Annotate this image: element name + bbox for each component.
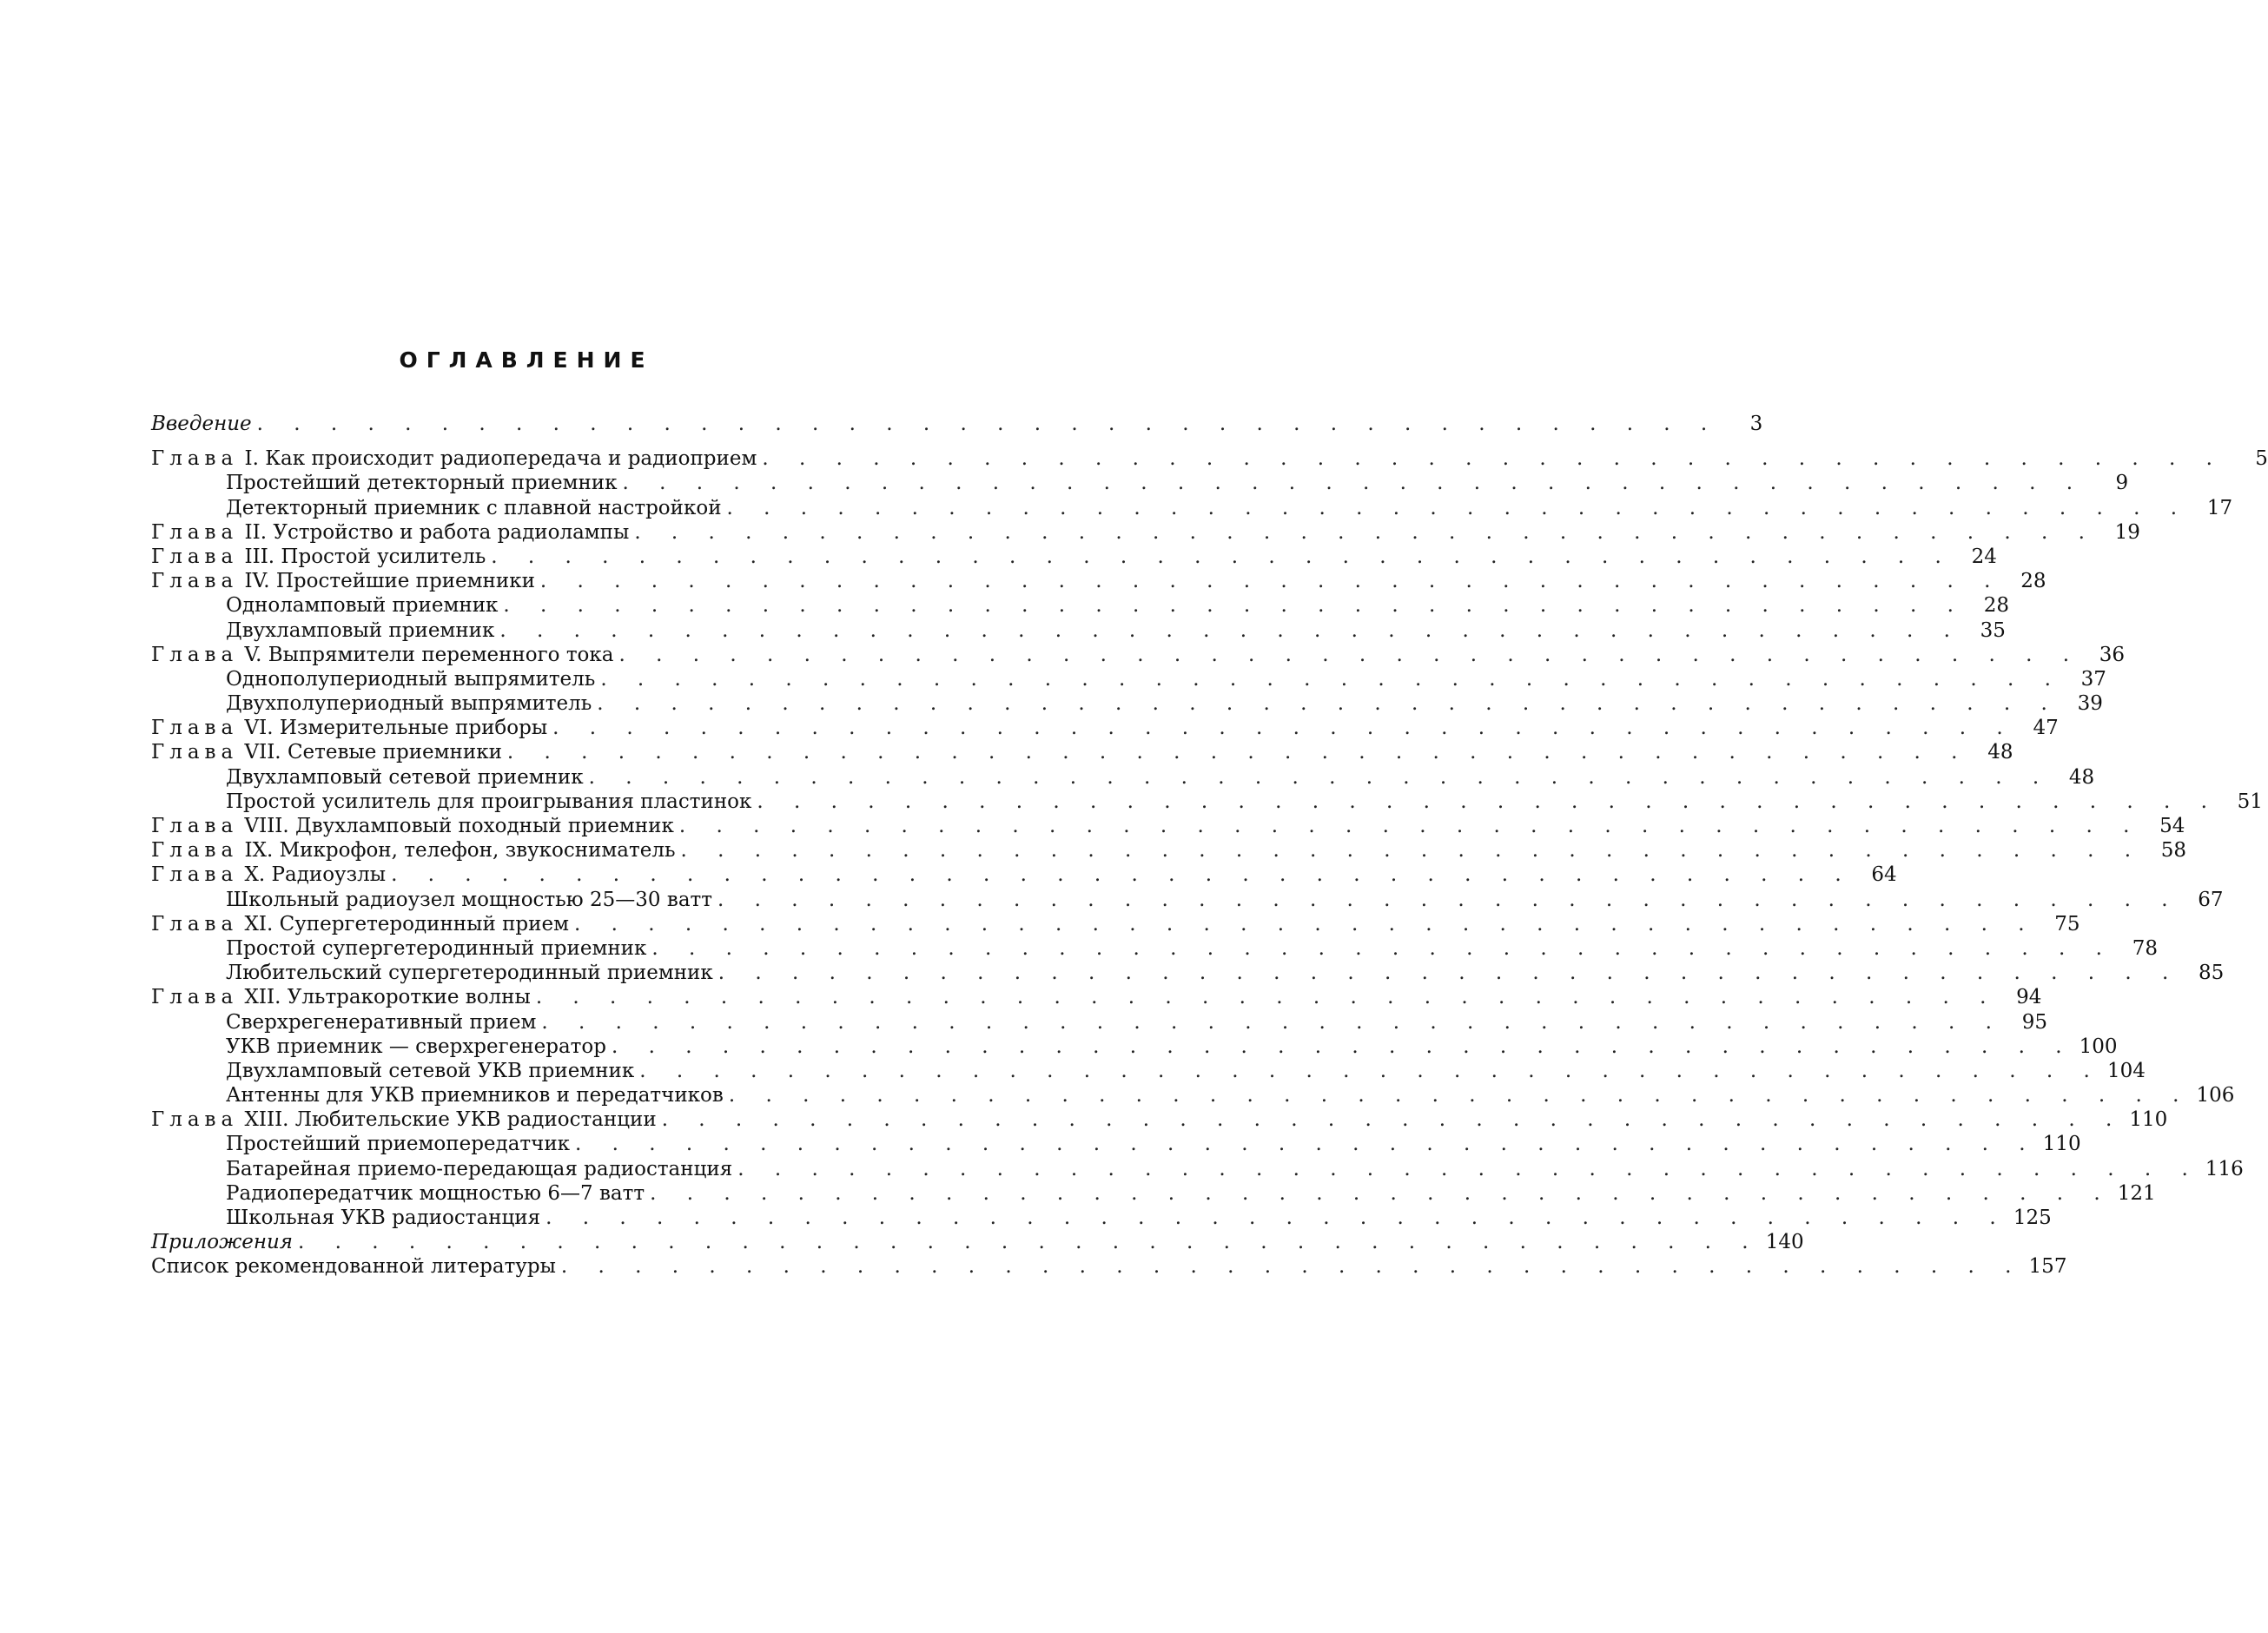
toc-entry-page: 48 <box>1987 741 2013 764</box>
toc-entry-page: 39 <box>2077 692 2103 716</box>
dot-leader <box>541 1010 2004 1035</box>
toc-entry-label <box>226 1010 536 1035</box>
toc-entry-title: Сверхрегенеративный прием <box>226 1010 537 1034</box>
dot-leader <box>391 863 1854 887</box>
toc-entry-label <box>151 814 674 838</box>
toc-entry-label <box>226 961 713 985</box>
toc-entry-page: 28 <box>2020 570 2046 593</box>
toc-entry <box>151 985 2042 1009</box>
toc-entry-page: 51 <box>2237 790 2263 813</box>
toc-entry-page: 116 <box>2205 1157 2244 1180</box>
toc-entry <box>151 545 1997 569</box>
dot-leader <box>503 593 1966 618</box>
toc-entry <box>151 1254 2067 1279</box>
dot-leader <box>757 790 2219 814</box>
chapter-number: VI. <box>244 717 274 740</box>
toc-entry <box>151 936 2158 961</box>
toc-entry-title: Однополупериодный выпрямитель <box>226 667 596 691</box>
chapter-number: II. <box>244 520 268 544</box>
toc-entry-title: Сетевые приемники <box>287 741 502 764</box>
chapter-word: Глава <box>151 912 239 936</box>
toc-entry-label <box>151 1254 556 1279</box>
toc-entry <box>151 1181 2156 1206</box>
toc-entry-title: Измерительные приборы <box>279 717 548 740</box>
chapter-number: XI. <box>244 912 274 936</box>
toc-entry-label <box>151 1107 657 1132</box>
toc-entry-title: Детекторный приемник с плавной настройкой <box>226 496 722 519</box>
toc-entry-title: Школьная УКВ радиостанция <box>226 1207 541 1229</box>
toc-entry-label <box>226 618 494 643</box>
dot-leader <box>491 545 1954 569</box>
toc-entry-page: 95 <box>2021 1010 2047 1034</box>
toc-entry-label <box>151 1230 293 1254</box>
toc-entry-label <box>226 691 592 716</box>
toc-entry-title: Супергетеродинный прием <box>279 912 569 936</box>
toc-entry-page: 3 <box>1749 413 1763 435</box>
toc-entry-label <box>151 716 547 740</box>
dot-leader <box>651 936 2114 961</box>
toc-entry-title: УКВ приемник — сверхрегенератор <box>226 1035 606 1058</box>
toc-entry <box>151 765 2095 790</box>
toc-entry-page: 75 <box>2054 912 2080 936</box>
toc-entry-page: 140 <box>1765 1231 1804 1254</box>
toc-entry-page: 19 <box>2114 520 2140 544</box>
chapter-number: IX. <box>244 839 274 863</box>
toc-entry <box>151 618 2006 643</box>
toc-entry-title: Двухполупериодный выпрямитель <box>226 692 592 716</box>
toc-entry-page: 157 <box>2028 1255 2067 1279</box>
toc-entry-label <box>151 912 569 936</box>
toc-entry-title: Простейшие приемники <box>275 570 535 593</box>
toc-entry-label <box>151 569 535 593</box>
toc-entry-page: 64 <box>1871 863 1897 887</box>
toc-entry-title: Радиопередатчик мощностью 6—7 ватт <box>226 1181 645 1205</box>
dot-leader <box>612 1035 2074 1059</box>
toc-entry-label <box>151 863 386 887</box>
toc-entry-page: 121 <box>2117 1181 2156 1205</box>
dot-leader <box>507 740 1970 764</box>
toc-entry-label <box>151 520 629 545</box>
toc-entry-label <box>151 740 502 764</box>
toc-entry-title: Простейший приемопередатчик <box>226 1133 571 1156</box>
toc-entry-title: Двухламповый походный приемник <box>295 815 674 837</box>
toc-entry-page: 17 <box>2206 496 2233 519</box>
chapter-number: X. <box>244 863 266 887</box>
toc-entry <box>151 520 2140 545</box>
toc-entry-title: Список рекомендованной литературы <box>151 1255 556 1279</box>
toc-entry-title: Выпрямители переменного тока <box>268 643 614 666</box>
dot-leader <box>597 691 2060 716</box>
toc-entry-page: 48 <box>2068 765 2095 789</box>
toc-entry-title: Батарейная приемо-передающая радиостанция <box>226 1157 733 1180</box>
toc-entry-page: 28 <box>1983 594 2009 618</box>
page-title: ОГЛАВЛЕНИЕ <box>399 347 654 373</box>
toc-entry-page: 104 <box>2106 1059 2146 1082</box>
dot-leader <box>540 569 2003 593</box>
chapter-number: I. <box>244 447 259 471</box>
dot-leader <box>574 912 2037 936</box>
toc-entry-label <box>226 1157 732 1181</box>
toc-entry <box>151 814 2185 838</box>
toc-entry <box>151 1059 2146 1083</box>
toc-entry-page: 37 <box>2080 667 2106 691</box>
toc-entry-title: Простой усилитель для проигрывания пластинок <box>226 790 752 813</box>
dot-leader <box>718 961 2181 985</box>
toc-entry-label <box>226 1206 540 1230</box>
dot-leader <box>600 667 2063 691</box>
toc-entry <box>151 912 2080 936</box>
toc-entry-label <box>226 790 751 814</box>
chapter-word: Глава <box>151 520 239 544</box>
dot-leader <box>536 985 1999 1009</box>
dot-leader <box>589 765 2052 790</box>
chapter-number: VIII. <box>244 815 289 837</box>
toc-entry <box>151 569 2046 593</box>
dot-leader <box>639 1059 2102 1083</box>
toc-entry-page: 78 <box>2132 936 2158 960</box>
toc-entry-label <box>226 593 498 618</box>
toc-entry-label <box>226 496 722 520</box>
chapter-word: Глава <box>151 839 239 863</box>
toc-entry-title: Любительский супергетеродинный приемник <box>226 962 713 985</box>
chapter-number: VII. <box>244 741 281 764</box>
chapter-word: Глава <box>151 717 239 740</box>
dot-leader <box>727 496 2190 520</box>
chapter-number: XIII. <box>244 1108 289 1132</box>
toc-entry <box>151 1083 2235 1107</box>
toc-entry-page: 67 <box>2198 888 2224 911</box>
toc-entry-title: Одноламповый приемник <box>226 594 499 618</box>
toc-entry-title: Любительские УКВ радиостанции <box>294 1108 657 1132</box>
toc-entry-page: 106 <box>2196 1084 2235 1107</box>
toc-entry <box>151 412 1763 436</box>
toc-list <box>151 412 2268 1279</box>
toc-entry-label <box>226 1059 634 1083</box>
chapter-word: Глава <box>151 815 239 837</box>
toc-entry-label <box>226 471 618 495</box>
toc-entry-title: Двухламповый приемник <box>226 618 495 642</box>
toc-entry-label <box>151 643 613 667</box>
dot-leader <box>717 888 2180 912</box>
toc-entry <box>151 446 2268 471</box>
dot-leader <box>298 1230 1761 1254</box>
toc-entry <box>151 790 2263 814</box>
chapter-word: Глава <box>151 863 239 887</box>
chapter-word: Глава <box>151 447 239 471</box>
dot-leader <box>561 1254 2024 1279</box>
toc-entry <box>151 838 2187 863</box>
dot-leader <box>257 412 1720 436</box>
chapter-number: IV. <box>244 570 270 593</box>
toc-entry-label <box>226 765 584 790</box>
toc-entry-label <box>226 1181 645 1206</box>
dot-leader <box>623 471 2086 495</box>
toc-entry <box>151 1035 2118 1059</box>
dot-leader <box>729 1083 2192 1107</box>
toc-entry <box>151 716 2059 740</box>
toc-entry-title: Простой супергетеродинный приемник <box>226 936 647 960</box>
toc-entry <box>151 888 2224 912</box>
toc-entry-page: 110 <box>2042 1133 2081 1156</box>
toc-entry-label <box>151 838 675 863</box>
dot-leader <box>634 520 2097 545</box>
toc-entry <box>151 496 2233 520</box>
toc-entry-page: 35 <box>1980 618 2006 642</box>
toc-entry <box>151 1107 2168 1132</box>
toc-entry <box>151 863 1897 887</box>
dot-leader <box>662 1107 2125 1132</box>
toc-entry-title: Простой усилитель <box>281 545 486 568</box>
toc-entry-page: 47 <box>2033 717 2059 740</box>
dot-leader <box>679 814 2142 838</box>
toc-entry <box>151 667 2106 691</box>
toc-entry-page: 85 <box>2199 962 2225 985</box>
toc-entry-label <box>226 1035 606 1059</box>
toc-entry-page: 110 <box>2129 1108 2168 1132</box>
toc-entry-page: 94 <box>2016 986 2042 1009</box>
chapter-word: Глава <box>151 545 239 568</box>
toc-entry <box>151 1230 1804 1254</box>
dot-leader <box>499 618 1962 643</box>
toc-entry-title: Введение <box>151 413 252 435</box>
chapter-number: V. <box>244 643 262 666</box>
toc-entry <box>151 1206 2052 1230</box>
chapter-word: Глава <box>151 741 239 764</box>
chapter-word: Глава <box>151 570 239 593</box>
toc-entry-label <box>226 888 712 912</box>
chapter-number: III. <box>244 545 275 568</box>
toc-entry <box>151 691 2103 716</box>
toc-entry-page: 125 <box>2013 1207 2052 1229</box>
toc-entry-label <box>226 1132 570 1156</box>
chapter-word: Глава <box>151 986 239 1009</box>
toc-entry <box>151 1132 2081 1156</box>
dot-leader <box>575 1132 2038 1156</box>
toc-entry-page: 36 <box>2099 643 2126 666</box>
chapter-word: Глава <box>151 1108 239 1132</box>
toc-entry-title: Простейший детекторный приемник <box>226 472 618 495</box>
toc-entry <box>151 593 2009 618</box>
dot-leader <box>762 446 2225 471</box>
dot-leader <box>650 1181 2113 1206</box>
toc-entry <box>151 643 2126 667</box>
toc-entry-page: 5 <box>2255 447 2268 471</box>
toc-entry-title: Микрофон, телефон, звукосниматель <box>279 839 676 863</box>
toc-entry-label <box>151 545 486 569</box>
toc-entry-page: 54 <box>2159 815 2185 837</box>
toc-entry <box>151 961 2225 985</box>
toc-entry-page: 24 <box>1971 545 1997 568</box>
toc-entry-title: Двухламповый сетевой приемник <box>226 765 584 789</box>
toc-entry-title: Ультракороткие волны <box>287 986 531 1009</box>
toc-entry-title: Двухламповый сетевой УКВ приемник <box>226 1059 635 1082</box>
toc-entry-label <box>151 446 757 471</box>
toc-entry-page: 100 <box>2079 1035 2118 1058</box>
toc-entry-label <box>151 985 531 1009</box>
dot-leader <box>680 838 2143 863</box>
chapter-number: XII. <box>244 986 281 1009</box>
toc-entry-label <box>226 667 595 691</box>
dot-leader <box>737 1157 2200 1181</box>
toc-entry <box>151 740 2013 764</box>
toc-entry-label <box>226 1083 724 1107</box>
toc-entry <box>151 471 2129 495</box>
dot-leader <box>546 1206 2008 1230</box>
toc-entry-title: Как происходит радиопередача и радиоприем <box>265 447 757 471</box>
dot-leader <box>618 643 2081 667</box>
toc-entry <box>151 1010 2047 1035</box>
toc-entry-title: Антенны для УКВ приемников и передатчиков <box>226 1084 724 1107</box>
chapter-word: Глава <box>151 643 239 666</box>
toc-entry <box>151 1157 2244 1181</box>
toc-entry-page: 9 <box>2115 472 2129 495</box>
toc-entry-title: Приложения <box>151 1231 294 1254</box>
toc-entry-title: Школьный радиоузел мощностью 25—30 ватт <box>226 888 712 911</box>
dot-leader <box>552 716 2015 740</box>
toc-entry-title: Устройство и работа радиолампы <box>273 520 630 544</box>
toc-entry-title: Радиоузлы <box>271 863 387 887</box>
toc-entry-label <box>151 412 252 436</box>
toc-entry-page: 58 <box>2160 839 2187 863</box>
toc-entry-label <box>226 936 646 961</box>
